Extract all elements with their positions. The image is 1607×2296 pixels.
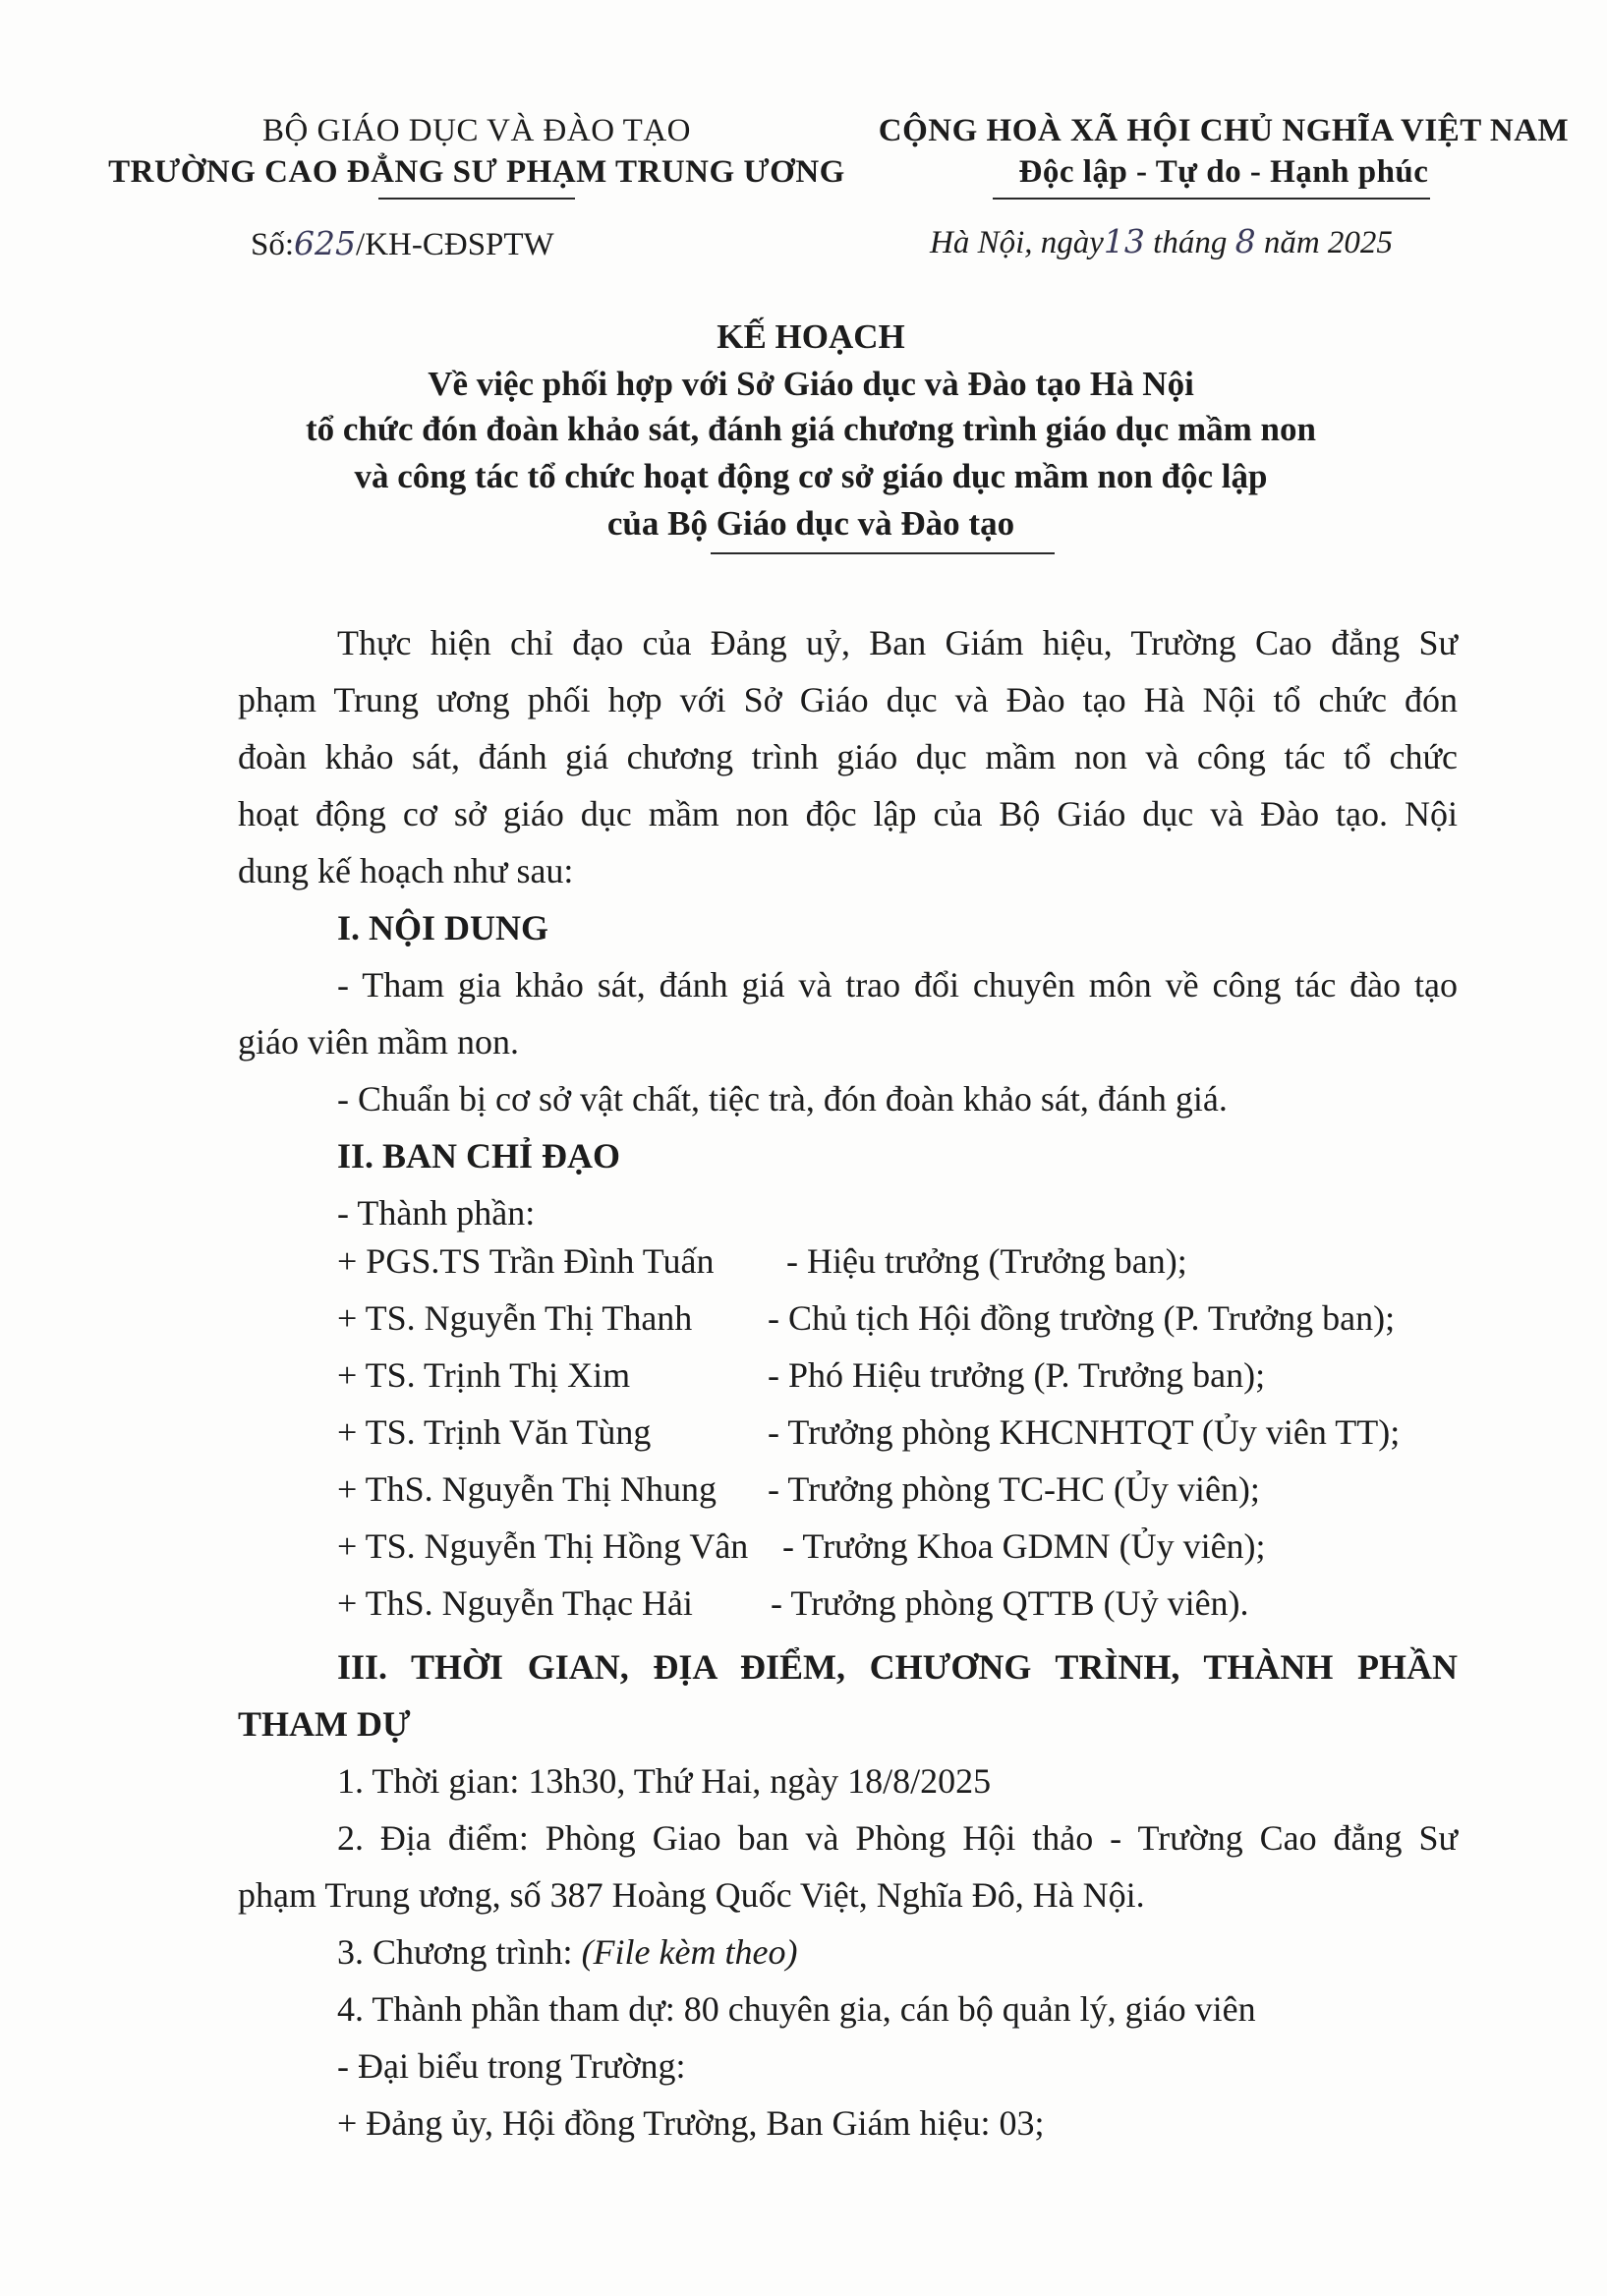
member-name: + ThS. Nguyễn Thị Nhung bbox=[337, 1469, 717, 1509]
member-name: + TS. Trịnh Văn Tùng bbox=[337, 1412, 652, 1452]
program-attachment: (File kèm theo) bbox=[581, 1932, 798, 1972]
section-1-heading: I. NỘI DUNG bbox=[337, 908, 549, 947]
section-2-heading: II. BAN CHỈ ĐẠO bbox=[337, 1136, 621, 1176]
meeting-time: 1. Thời gian: 13h30, Thứ Hai, ngày 18/8/2025 bbox=[337, 1761, 992, 1801]
section-1-item-1-cont: giáo viên mầm non. bbox=[238, 1022, 519, 1062]
intro-line-1: Thực hiện chỉ đạo của Đảng uỷ, Ban Giám hiệu, Trường Cao đẳng Sư bbox=[337, 623, 1458, 662]
meeting-place: 2. Địa điểm: Phòng Giao ban và Phòng Hội thảo - Trường Cao đẳng Sư bbox=[337, 1818, 1458, 1858]
doc-number-suffix: /KH-CĐSPTW bbox=[356, 227, 554, 262]
meeting-place-cont: phạm Trung ương, số 387 Hoàng Quốc Việt, Nghĩa Đô, Hà Nội. bbox=[238, 1875, 1145, 1915]
program-label: 3. Chương trình: bbox=[337, 1932, 582, 1972]
date-year: năm 2025 bbox=[1263, 225, 1393, 260]
school-name-underline bbox=[378, 198, 575, 200]
section-3-heading-cont: THAM DỰ bbox=[238, 1704, 411, 1744]
title-line-2: Về việc phối hợp với Sở Giáo dục và Đào tạo Hà Nội bbox=[428, 365, 1194, 403]
doc-number-prefix: Số: bbox=[251, 227, 295, 262]
member-role: - Trưởng phòng QTTB (Uỷ viên). bbox=[771, 1583, 1249, 1623]
date-month-label: tháng bbox=[1153, 225, 1228, 260]
document-number bbox=[251, 224, 554, 263]
ministry-name: BỘ GIÁO DỤC VÀ ĐÀO TẠO bbox=[261, 113, 692, 148]
title-line-5: của Bộ Giáo dục và Đào tạo bbox=[606, 504, 1015, 543]
title-line-3: tổ chức đón đoàn khảo sát, đánh giá chương trình giáo dục mầm non bbox=[305, 410, 1316, 448]
member-role: - Trưởng Khoa GDMN (Ủy viên); bbox=[782, 1526, 1266, 1566]
participants: 4. Thành phần tham dự: 80 chuyên gia, cán bộ quản lý, giáo viên bbox=[337, 1989, 1256, 2029]
intro-line-5: dung kế hoạch như sau: bbox=[238, 851, 574, 890]
date-month: 8 bbox=[1234, 222, 1256, 260]
title-line-4: và công tác tổ chức hoạt động cơ sở giáo dục mầm non độc lập bbox=[354, 457, 1268, 495]
motto: Độc lập - Tự do - Hạnh phúc bbox=[1018, 154, 1429, 190]
delegates-item: + Đảng ủy, Hội đồng Trường, Ban Giám hiệu: 03; bbox=[337, 2103, 1045, 2143]
section-3-heading: III. THỜI GIAN, ĐỊA ĐIỂM, CHƯƠNG TRÌNH, THÀNH PHẦN bbox=[337, 1647, 1458, 1687]
member-name: + PGS.TS Trần Đình Tuấn bbox=[337, 1241, 715, 1281]
national-motto bbox=[865, 110, 1582, 193]
member-role: - Chủ tịch Hội đồng trường (P. Trưởng ban); bbox=[768, 1298, 1396, 1338]
school-name: TRƯỜNG CAO ĐẲNG SƯ PHẠM TRUNG ƯƠNG bbox=[108, 154, 845, 190]
intro-line-3: đoàn khảo sát, đánh giá chương trình giáo dục mầm non và công tác tổ chức bbox=[238, 737, 1458, 776]
date-day: 13 bbox=[1103, 222, 1145, 260]
date-prefix: Hà Nội, ngày bbox=[930, 225, 1104, 260]
member-name: + TS. Trịnh Thị Xim bbox=[337, 1355, 631, 1395]
member-role: - Hiệu trưởng (Trưởng ban); bbox=[786, 1241, 1187, 1281]
issuing-authority bbox=[108, 110, 845, 193]
section-1-item-1: - Tham gia khảo sát, đánh giá và trao đổi chuyên môn về công tác đào tạo bbox=[337, 965, 1458, 1004]
title-underline bbox=[711, 552, 1055, 554]
member-name: + ThS. Nguyễn Thạc Hải bbox=[337, 1583, 693, 1623]
member-role: - Phó Hiệu trưởng (P. Trưởng ban); bbox=[768, 1355, 1266, 1395]
intro-line-4: hoạt động cơ sở giáo dục mầm non độc lập của Bộ Giáo dục và Đào tạo. Nội bbox=[238, 794, 1458, 833]
section-1-item-2: - Chuẩn bị cơ sở vật chất, tiệc trà, đón đoàn khảo sát, đánh giá. bbox=[337, 1079, 1228, 1119]
composition-label: - Thành phần: bbox=[337, 1193, 536, 1233]
member-role: - Trưởng phòng TC-HC (Ủy viên); bbox=[768, 1469, 1260, 1509]
document-type: KẾ HOẠCH bbox=[717, 317, 905, 356]
member-name: + TS. Nguyễn Thị Hồng Vân bbox=[337, 1526, 749, 1566]
delegates-label: - Đại biểu trong Trường: bbox=[337, 2046, 686, 2086]
member-name: + TS. Nguyễn Thị Thanh bbox=[337, 1298, 693, 1338]
member-role: - Trưởng phòng KHCNHTQT (Ủy viên TT); bbox=[768, 1412, 1401, 1452]
meeting-program bbox=[337, 1924, 797, 1980]
motto-underline bbox=[993, 198, 1430, 200]
doc-number-handwritten: 625 bbox=[294, 224, 357, 262]
country-name: CỘNG HOÀ XÃ HỘI CHỦ NGHĨA VIỆT NAM bbox=[878, 113, 1570, 148]
issue-date bbox=[930, 222, 1393, 261]
intro-line-2: phạm Trung ương phối hợp với Sở Giáo dục và Đào tạo Hà Nội tổ chức đón bbox=[238, 680, 1458, 719]
